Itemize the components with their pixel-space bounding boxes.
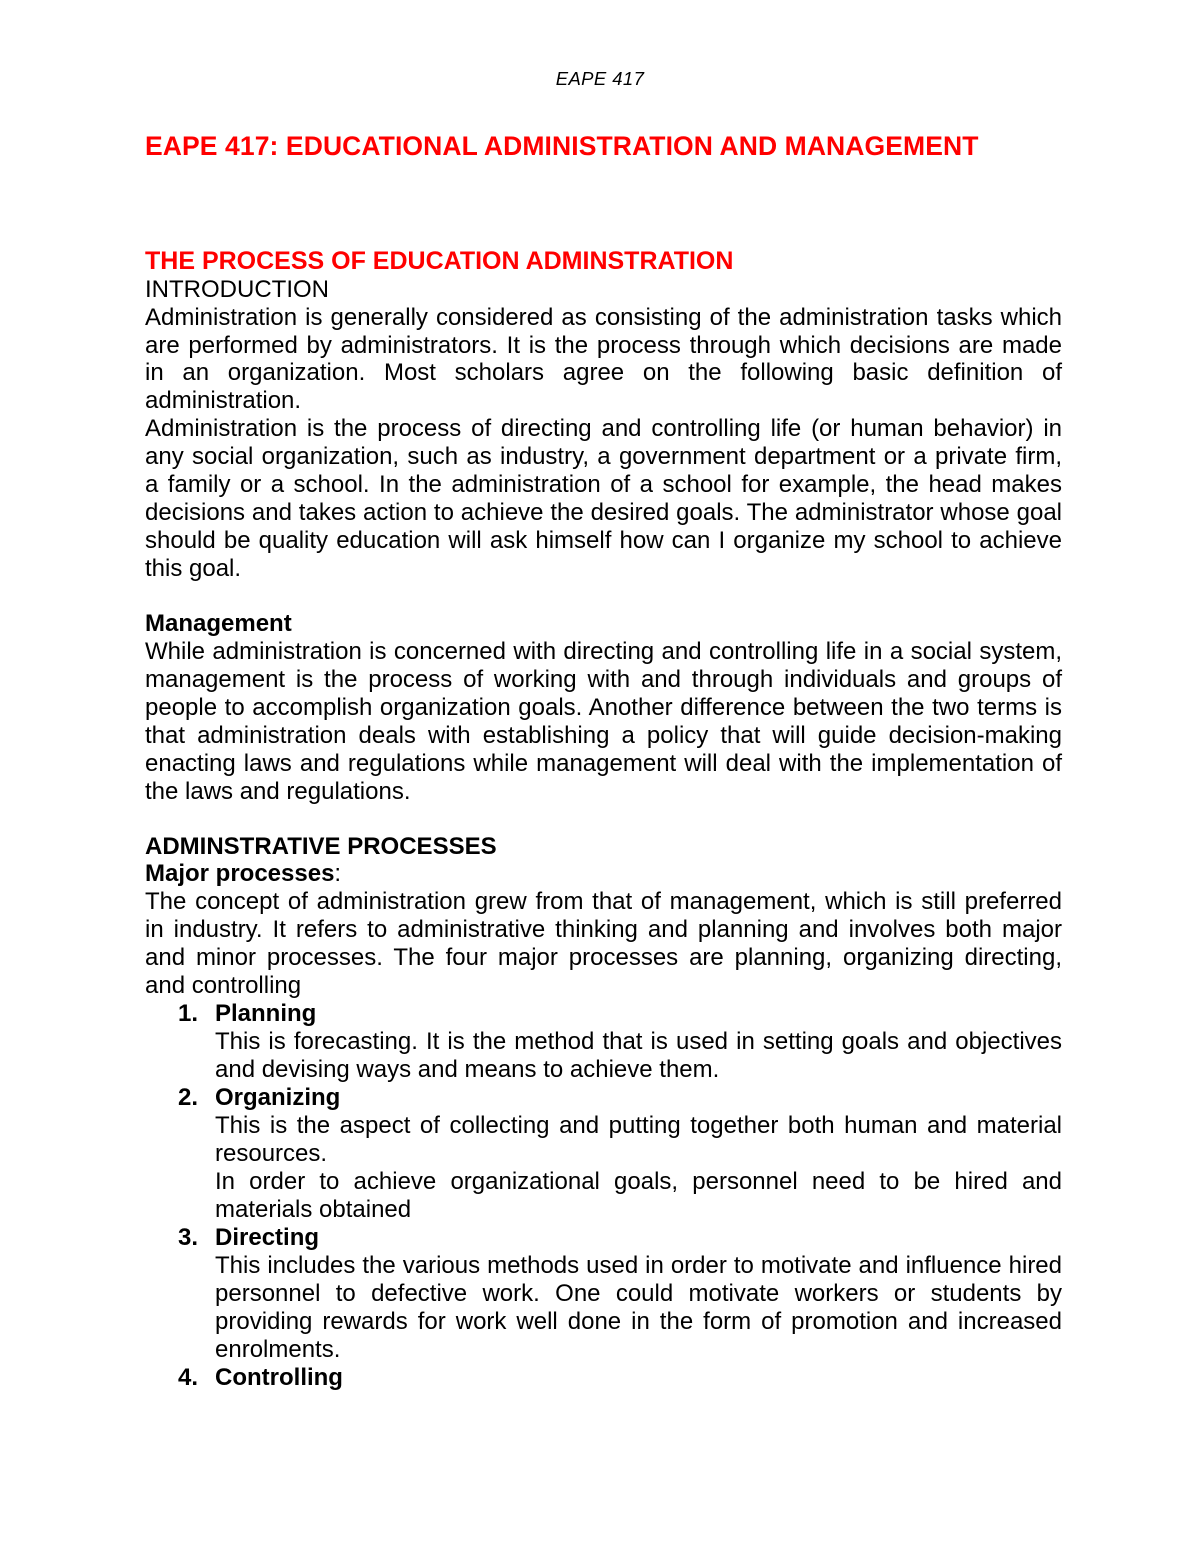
list-item-paragraph: This includes the various methods used in order to motivate and influence hired personnel to defective work. One could motivate workers or students by providing rewards for work well done in the form of promotion and increased enrolments. [215,1251,1062,1363]
paragraph-management-1: While administration is concerned with directing and controlling life in a social system, management is the process of working with and through individuals and groups of people to accomplish organization goals. Another difference between the two terms is that administration deals with establishing a policy that will guide decision-making enacting laws and regulations while management will deal with the implementation of the laws and regulations. [145,637,1062,805]
title-spacer [145,162,1062,247]
list-item-title: Directing [215,1223,320,1251]
list-item [145,1000,1062,1084]
section-heading-adminstrative-processes: ADMINSTRATIVE PROCESSES [145,832,497,860]
subheading-introduction: INTRODUCTION [145,275,329,303]
paragraph-processes-intro: The concept of administration grew from that of management, which is still preferred in industry. It refers to administrative thinking and planning and involves both major and minor processes. The four major processes are planning, organizing directing, and controlling [145,888,1062,1000]
list-item-title: Controlling [215,1363,343,1391]
running-head: EAPE 417 [555,68,645,89]
list-item [145,1364,1062,1392]
subheading-major-processes-label: Major processes [145,860,335,888]
paragraph-intro-1: Administration is generally considered as consisting of the administration tasks which are performed by administrators. It is the process through which decisions are made in an organization. Most scholars agree on the following basic definition of administration. [145,303,1062,415]
list-item-paragraph: In order to achieve organizational goals, personnel need to be hired and materials obtained [215,1167,1062,1223]
paragraph-intro-2: Administration is the process of directing and controlling life (or human behavior) in any social organization, such as industry, a government department or a private firm, a family or a school. In the administration of a school for example, the head makes decisions and takes action to achieve the desired goals. The administrator whose goal should be quality education will ask himself how can I organize my school to achieve this goal. [145,415,1062,583]
list-item-paragraph: This is forecasting. It is the method that is used in setting goals and objectives and devising ways and means to achieve them. [215,1028,1062,1084]
subheading-major-processes [145,860,1062,888]
list-item [145,1224,1062,1364]
document-body [145,131,1062,1391]
subheading-major-processes-colon: : [334,860,342,888]
page-title: EAPE 417: EDUCATIONAL ADMINISTRATION AND MANAGEMENT [145,131,979,161]
paragraph-spacer-1 [145,583,1062,610]
list-item [145,1084,1062,1224]
list-item-title: Planning [215,1000,317,1028]
paragraph-spacer-2 [145,806,1062,833]
major-processes-list [145,1000,1062,1391]
section-heading-management: Management [145,610,292,638]
list-item-paragraph: This is the aspect of collecting and putting together both human and material resources. [215,1111,1062,1167]
list-item-title: Organizing [215,1083,341,1111]
section-heading-process: THE PROCESS OF EDUCATION ADMINSTRATION [145,246,734,275]
